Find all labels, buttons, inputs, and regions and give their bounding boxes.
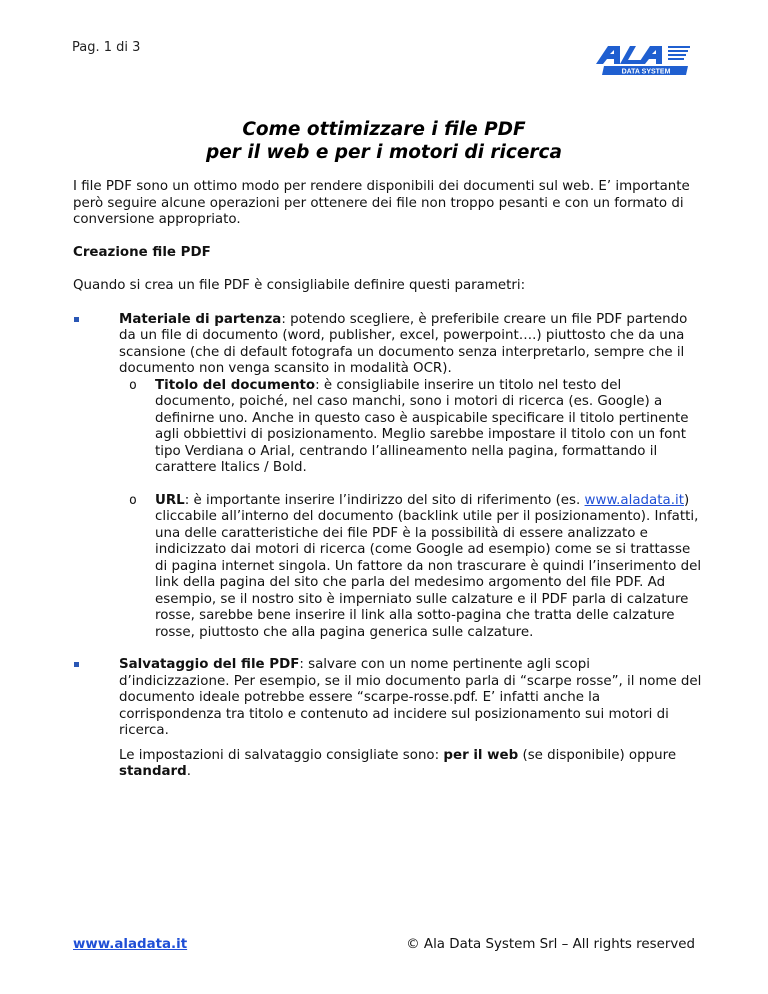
bullet-text: Materiale di partenza: potendo scegliere, è preferibile creare un file PDF partendo da un file di documento (word, publisher, excel, powerpoint….) piuttosto che da una scansione (che di default fotografa un documento senza interpretarlo, sempre che il documento non venga scansito in modalità OCR). [119, 311, 688, 376]
svg-text:DATA SYSTEM: DATA SYSTEM [621, 68, 671, 76]
sub-item-term: URL [155, 492, 185, 508]
sub-list-item [119, 378, 703, 477]
save-settings-paragraph: Le impostazioni di salvataggio consigliate sono: per il web (se disponibile) oppure standard. [119, 747, 677, 779]
document-body [73, 179, 703, 781]
list-item [73, 312, 703, 642]
bullet-term: Materiale di partenza [119, 311, 282, 327]
footer-website-link[interactable]: www.aladata.it [73, 937, 188, 952]
list-item [73, 657, 703, 781]
sub-list-item [119, 493, 703, 642]
document-title [0, 118, 768, 164]
page-number: Pag. 1 di 3 [72, 40, 141, 55]
circle-bullet-icon: o [129, 492, 137, 508]
sub-item-text: Titolo del documento: è consigliabile inserire un titolo nel testo del documento, poiché, nel caso manchi, sono i motori di ricerca (es. Google) a definirne uno. Anche in questo caso è auspicabile specificare il titolo pertinente agli obbiettivi di posizionamento. Meglio sarebbe impostare il titolo con un font tipo Verdiana o Arial, centrando l’allineamento nella pagina, formattando il carattere Italics / Bold. [155, 377, 689, 475]
section-heading: Creazione file PDF [73, 244, 211, 260]
aladata-inline-link[interactable]: www.aladata.it [584, 492, 684, 508]
lead-paragraph: Quando si crea un file PDF è consigliabile definire questi parametri: [73, 278, 526, 293]
circle-bullet-icon: o [129, 377, 137, 393]
title-line-1: Come ottimizzare i file PDF [242, 119, 526, 140]
sub-item-text: URL: è importante inserire l’indirizzo del sito di riferimento (es. www.aladata.it) cliccabile all’interno del documento (backlink utile per il posizionamento). Infatti, una delle caratteristiche dei file PDF è la possibilità di essere analizzato e indicizzato dai motori di ricerca (come Google ad esempio) come se si trattasse di pagina internet singola. Un fattore da non trascurare è quindi l’inserimento del link della pagina del sito che parla del medesimo argomento del file PDF. Ad esempio, se il nostro sito è imperniato sulle calzature e il PDF parla di calzature rosse, sarebbe bene inserire il link alla sotto-pagina che tratta delle calzature rosse, piuttosto che alla pagina generica sulle calzature. [155, 492, 702, 640]
parameter-list [73, 312, 703, 781]
square-bullet-icon [74, 317, 79, 322]
bullet-term: Salvataggio del file PDF [119, 657, 300, 672]
footer-copyright: © Ala Data System Srl – All rights reserved [406, 937, 695, 952]
square-bullet-icon [74, 662, 79, 667]
sub-list [119, 378, 703, 642]
ala-data-system-logo [590, 44, 692, 76]
title-line-2: per il web e per i motori di ricerca [206, 142, 562, 163]
intro-paragraph: I file PDF sono un ottimo modo per rendere disponibili dei documenti sul web. E’ importante però seguire alcune operazioni per ottenere dei file non troppo pesanti e con un formato di conversione appropriato. [73, 179, 690, 227]
sub-item-term: Titolo del documento [155, 377, 316, 393]
bullet-text: Salvataggio del file PDF: salvare con un nome pertinente agli scopi d’indicizzazione. Per esempio, se il mio documento parla di “scarpe rosse”, il nome del documento ideale potrebbe essere “scarpe-rosse.pdf. E’ infatti anche la corrispondenza tra titolo e contenuto ad incidere sul posizionamento sui motori di ricerca. [119, 657, 702, 738]
